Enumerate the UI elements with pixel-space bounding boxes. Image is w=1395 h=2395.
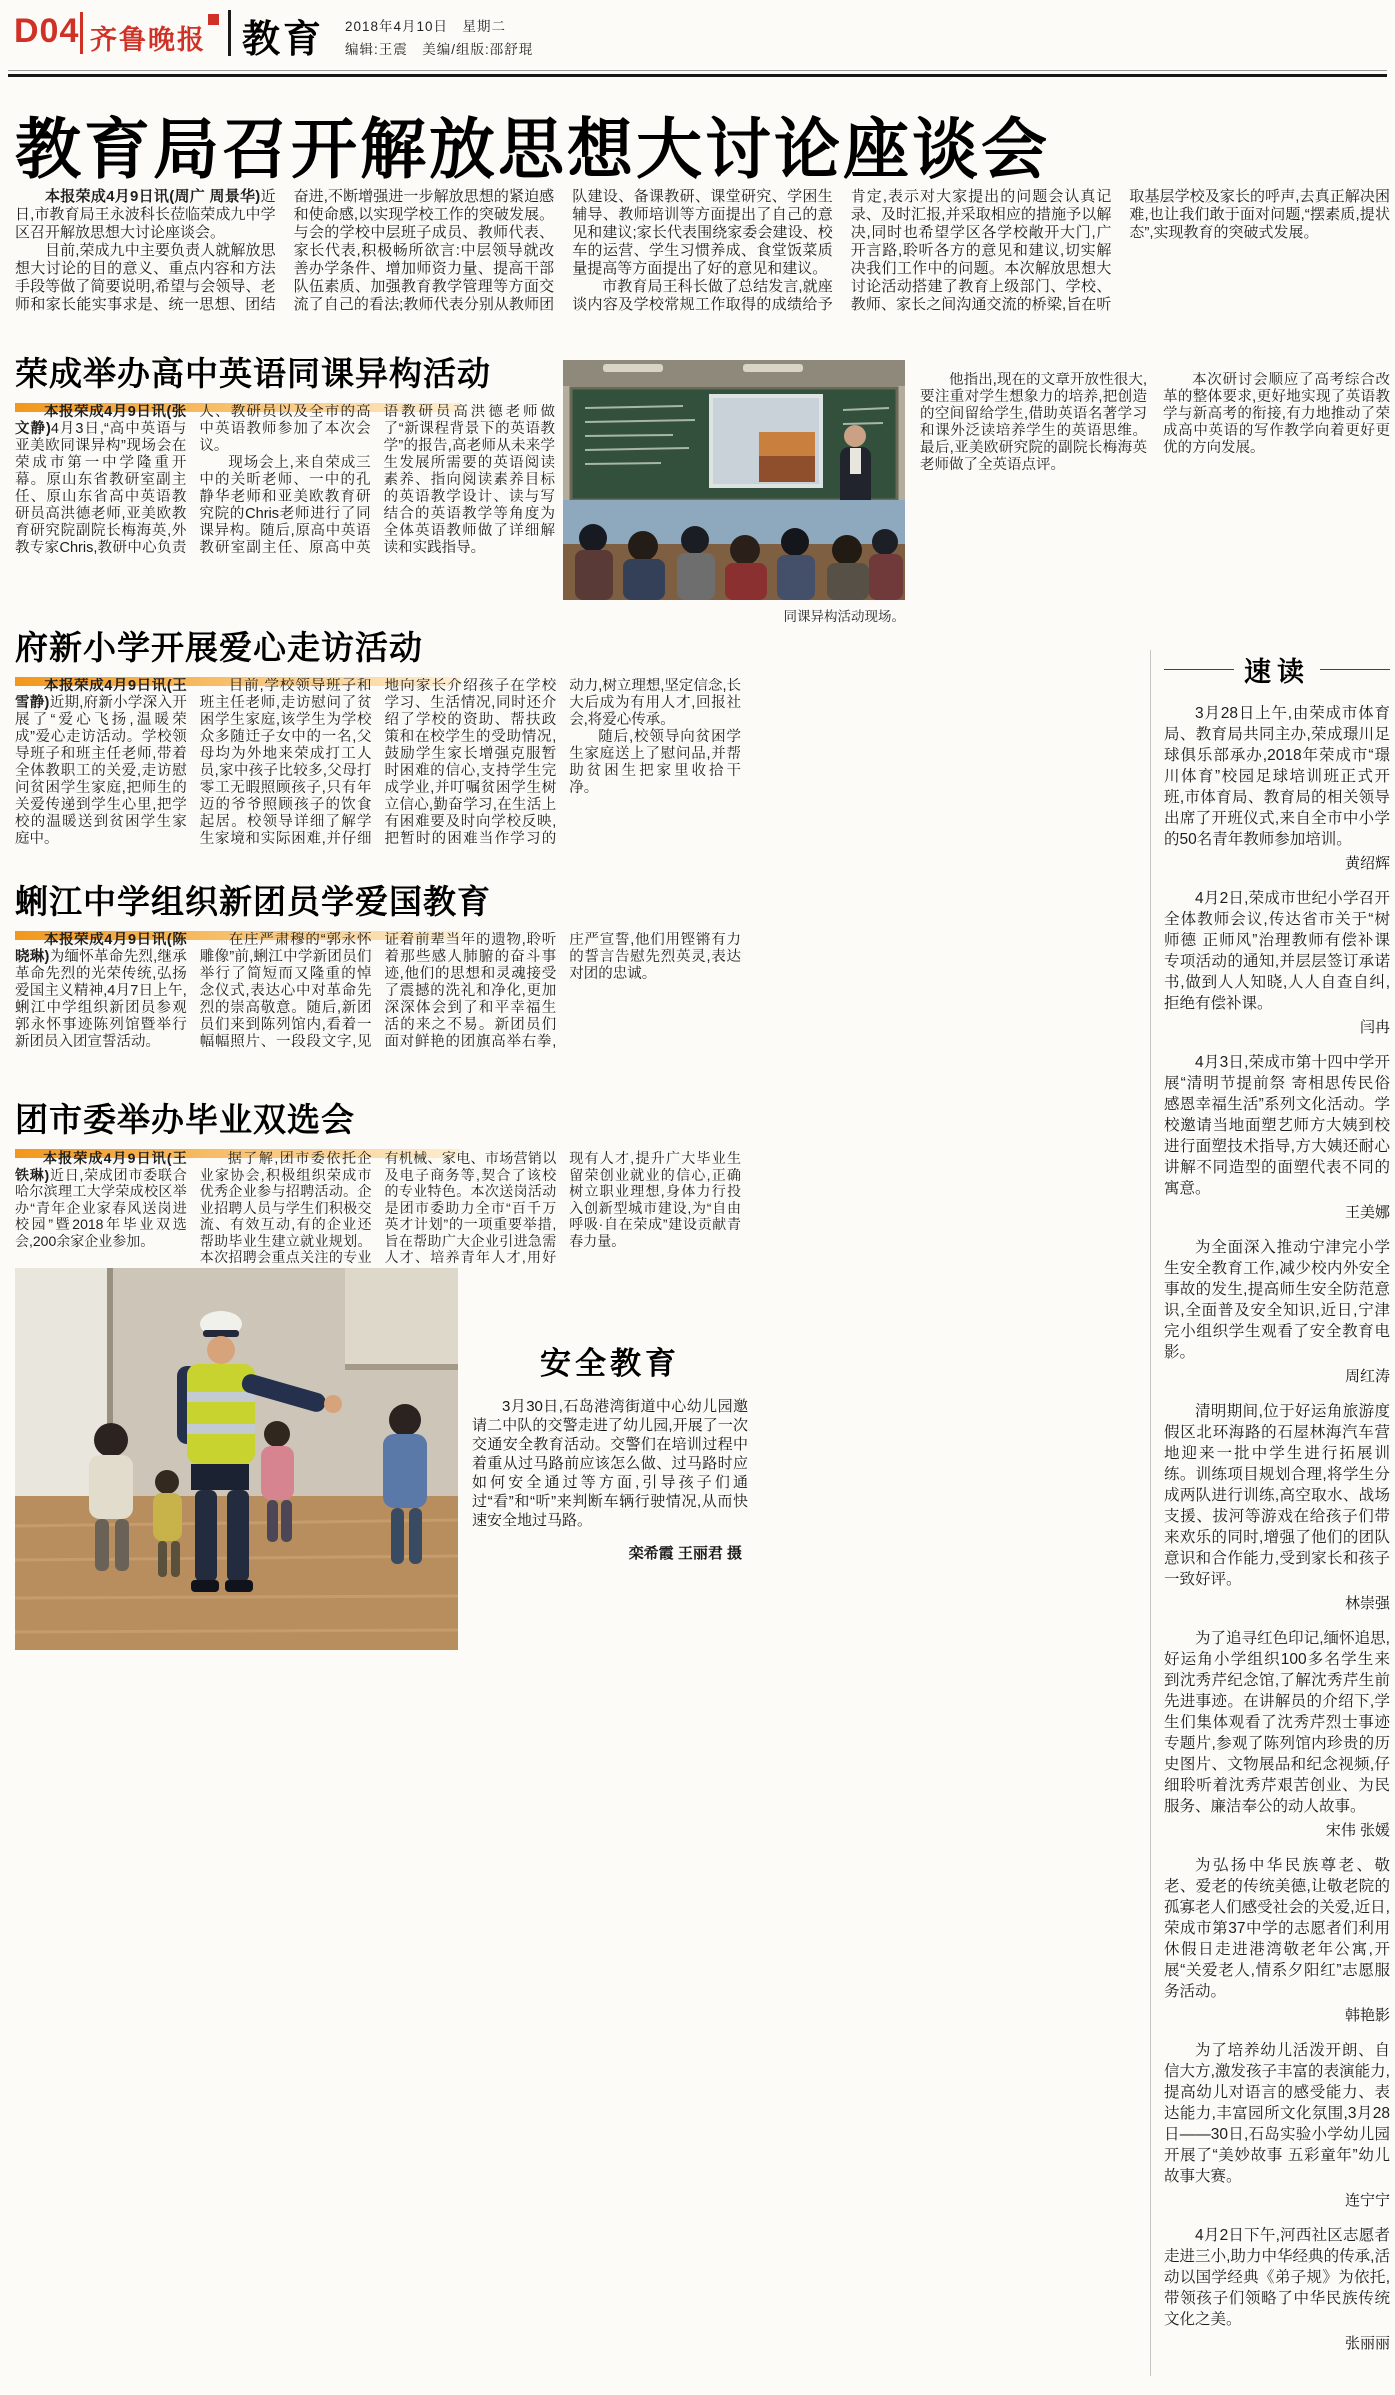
reporter-byline: (陈晓琳) [15,932,187,965]
article-paragraph: 据了解,团市委依托企业家协会,积极组织荣成市优秀企业参与招聘活动。企业招聘人员与学生们积极交流、有效互动,有的企业还帮助毕业生建立就业规划。本次招聘会重点关注的专业有机械、家电、市场营销以及电子商务等,契合了该校的专业特色。本次送岗活动是团市委助力全市“百千万英才计划”的一项重要举措,旨在帮助广大企业引进急需人才、培养青年人才,用好现有人才,提升广大毕业生留荣创业就业的信心,正确树立职业理想,身体力行投入创新型城市建设,为“自由呼吸·自在荣成”建设贡献青春力量。 [199,1150,741,1265]
masthead [90,18,206,57]
section-title-label: 教育 [242,19,325,61]
item-author: 韩艳影 [1344,2007,1390,2024]
traffic-police-photo-block [15,1268,458,1650]
article-paragraph: 在庄严肃穆的“郭永怀雕像”前,蜊江中学新团员们举行了简短而又隆重的悼念仪式,表达心中对革命先烈的崇高敬意。随后,新团员们来到陈列馆内,看着一幅幅照片、一段段文字,见证着前辈当年的遗物,聆听着那些感人肺腑的奋斗事迹,他们的思想和灵魂接受了震撼的洗礼和净化,更加深深体会到了和平幸福生活的来之不易。新团员们面对鲜艳的团旗高举右拳,庄严宣誓,他们用铿锵有力的誓言告慰先烈英灵,表达对团的忠诚。 [199,932,741,1050]
visit-article-headline: 府新小学开展爱心走访活动 [15,622,460,686]
reporter-byline: (王雪静) [15,678,187,711]
sidebar-quick-reads [1164,650,1390,2368]
header-divider [228,10,231,56]
article-paragraph: 本报荣成4月9日讯(王铁琳)近日,荣成团市委联合哈尔滨理工大学荣成校区举办“青年企业家春风送岗进校园”暨2018年毕业双选会,200余家企业参加。 [15,1150,187,1249]
article-paragraph: 他指出,现在的文章开放性很大,要注重对学生想象力的培养,把创造的空间留给学生,借助英语名著学习和课外泛读培养学生的英语思维。最后,亚美欧研究院的副院长梅海英老师做了全英语点评。 [920,372,1147,473]
article-paragraph: 现场会上,来自荣成三中的关昕老师、一中的孔静华老师和亚美欧教育研究院的Chris老师进行了同课异构。随后,原高中英语教研室副主任、原高中英语教研员高洪德老师做了“新课程背景下的英语教学”的报告,高老师从未来学生发展所需要的英语阅读素养、指向阅读素养目标的英语教学设计、读与写结合的英语教学等角度为全体英语教师做了详细解读和实践指导。 [199,404,555,556]
photo-caption: 同课异构活动现场。 [783,609,905,624]
list-item: 清明期间,位于好运角旅游度假区北环海路的石屋林海汽车营地迎来一批中学生进行拓展训练。训练项目规划合理,将学生分成两队进行训练,高空取水、战场支援、拔河等游戏在给孩子们带来欢乐的同时,增强了他们的团队意识和合作能力,受到家长和孩子一致好评。 林崇强 [1164,1403,1390,1612]
photographer-byline: 栾希霞 王丽君 摄 [628,1545,742,1562]
item-author: 周红涛 [1344,1368,1390,1385]
jobfair-article-headline: 团市委举办毕业双选会 [15,1094,460,1158]
jobfair-article-body [15,1150,741,1266]
english-article-body-right [920,372,1390,604]
article-paragraph: 随后,校领导向贫困学生家庭送上了慰问品,并帮助贫困生把家里收拾干净。 [569,729,741,796]
sidebar-divider [1150,650,1151,2376]
item-author: 连宁宁 [1344,2192,1390,2209]
page-number-label: D04 [14,12,80,50]
dateline: 本报荣成4月9日讯 [45,188,170,205]
safety-article [472,1338,748,1563]
safety-article-headline: 安全教育 [540,1346,680,1381]
item-author: 黄绍辉 [1344,855,1390,872]
editor-credits: 编辑:王震 美编/组版:邵舒琨 [345,42,534,57]
edition-date: 2018年4月10日 星期二 [345,19,507,34]
english-article-body-left [15,404,555,602]
article-paragraph: 目前,学校领导班子和班主任老师,走访慰问了贫困学生家庭,该学生为学校众多随迁子女中的一名,父母均为外地来荣成打工人员,家中孩子比较多,父母打零工无暇照顾孩子,只有年迈的爷爷照顾孩子的饮食起居。校领导详细了解学生家境和实际困难,并仔细地向家长介绍孩子在学校学习、生活情况,同时还介绍了学校的资助、帮扶政策和在校学生的受助情况,鼓励学生家长增强克服暂时困难的信心,支持学生完成学业,并叮嘱贫困学生树立信心,勤奋学习,在生活上有困难要及时向学校反映,把暂时的困难当作学习的动力,树立理想,坚定信念,长大后成为有用人才,回报社会,将爱心传承。 [199,678,741,847]
item-author: 张丽丽 [1344,2335,1390,2352]
reporter-byline: (周广 周景华) [169,188,261,205]
traffic-police-photo [15,1268,458,1650]
article-paragraph: 本次研讨会顺应了高考综合改革的整体要求,更好地实现了英语教学与新高考的衔接,有力地推动了荣成高中英语的写作教学向着更好更优的方向发展。 [1163,372,1390,456]
article-paragraph: 目前,荣成九中主要负责人就解放思想大讨论的目的意义、重点内容和方法手段等做了简要说明,希望与会领导、老师和家长能实事求是、统一思想、团结奋进,不断增强进一步解放思想的紧迫感和使命感,以实现学校工作的突破发展。与会的学校中层班子成员、教师代表、家长代表,积极畅所欲言:中层领导就改善办学条件、增加师资力量、提高干部队伍素质、加强教育教学管理等方面交流了自己的看法;教师代表分别从教师团队建设、备课教研、课堂研究、学困生辅导、教师培训等方面提出了自己的意见和建议;家长代表围绕家委会建设、校车的运营、学生习惯养成、食堂饭菜质量提高等方面提出了好的意见和建议。 [15,188,833,313]
masthead-label: 齐鲁晚报 [90,25,206,55]
header-rule-thin [8,70,1387,71]
list-item: 为全面深入推动宁津完小学生安全教育工作,减少校内外安全事故的发生,提高师生安全防范意识,全面普及安全知识,近日,宁津完小组织学生观看了安全教育电影。 周红涛 [1164,1239,1390,1385]
english-article-headline: 荣成举办高中英语同课异构活动 [15,348,491,412]
sidebar-title: 速读 [1244,657,1310,687]
league-article-headline: 蜊江中学组织新团员学爱国教育 [15,876,491,940]
article-paragraph: 本报荣成4月9日讯(王雪静)近期,府新小学深入开展了“爱心飞扬,温暖荣成”爱心走访活动。学校领导班子和班主任老师,带着全体教职工的关爱,走访慰问贫困学生家庭,把师生的关爱传递到学生心里,把学校的温暖送到贫困学生家庭中。 [15,678,187,847]
league-article-body [15,932,741,1088]
classroom-photo [563,360,905,600]
list-item: 4月3日,荣成市第十四中学开展“清明节提前祭 寄相思传民俗 感恩幸福生活”系列文化活动。学校邀请当地面塑艺师方大姨到校进行面塑技术指导,方大姨还耐心讲解不同造型的面塑代表不同的寓意。 王美娜 [1164,1054,1390,1221]
dateline: 本报荣成4月9日讯 [44,678,167,694]
list-item: 为了追寻红色印记,缅怀追思,好运角小学组织100多名学生来到沈秀芹纪念馆,了解沈秀芹生前先进事迹。在讲解员的介绍下,学生们集体观看了沈秀芹烈士事迹专题片,参观了陈列馆内珍贵的历史图片、文物展品和纪念视频,仔细聆听着沈秀芹艰苦创业、为民服务、廉洁奉公的动人故事。 宋伟 张媛 [1164,1630,1390,1839]
lead-article-headline: 教育局召开解放思想大讨论座谈会 [15,112,1050,186]
item-author: 闫冉 [1359,1019,1390,1036]
article-paragraph: 本报荣成4月9日讯(陈晓琳)为缅怀革命先烈,继承革命先烈的光荣传统,弘扬爱国主义精神,4月7日上午,蜊江中学组织新团员参观郭永怀事迹陈列馆暨举行新团员入团宣誓活动。 [15,932,187,1050]
title-rule-left [1164,669,1234,670]
list-item: 为了培养幼儿活泼开朗、自信大方,激发孩子丰富的表演能力,提高幼儿对语言的感受能力、表达能力,丰富园所文化氛围,3月28日——30日,石岛实验小学幼儿园开展了“美妙故事 五彩童年”幼儿故事大赛。 连宁宁 [1164,2042,1390,2209]
reporter-byline: (张文静) [15,404,187,437]
header-rule-thick [8,74,1387,77]
page-number [14,12,79,51]
item-author: 林崇强 [1344,1595,1390,1612]
article-paragraph: 市教育局王科长做了总结发言,就座谈内容及学校常规工作取得的成绩给予肯定,表示对大家提出的问题会认真记录、及时汇报,并采取相应的措施予以解决,同时也希望学区各学校敞开大门,广开言路,聆听各方的意见和建议,切实解决我们工作中的问题。本次解放思想大讨论活动搭建了教育上级部门、学校、教师、家长之间沟通交流的桥梁,旨在听取基层学校及家长的呼声,去真正解决困难,也让我们敢于面对问题,“摆素质,提状态”,实现教育的突破式发展。 [572,188,1390,313]
reporter-byline: (王铁琳) [15,1150,187,1183]
safety-article-body [472,1397,748,1530]
item-author: 宋伟 张媛 [1325,1822,1390,1839]
masthead-divider [80,12,83,54]
classroom-photo-block [563,360,905,625]
dateline: 本报荣成4月9日讯 [44,932,167,948]
lead-article-body [15,188,1390,340]
visit-article-body [15,678,741,866]
article-paragraph: 3月30日,石岛港湾街道中心幼儿园邀请二中队的交警走进了幼儿园,开展了一次交通安全教育活动。交警们在培训过程中着重从过马路前应该怎么做、过马路时应如何安全通过等方面,引导孩子们通过“看”和“听”来判断车辆行驶情况,从而快速安全地过马路。 [472,1398,748,1529]
dateline: 本报荣成4月9日讯 [44,404,167,420]
title-rule-right [1320,669,1390,670]
sidebar-title-box [1164,650,1390,689]
masthead-seal [208,14,219,25]
article-paragraph: 本报荣成4月9日讯(张文静)4月3日,“高中英语与亚美欧同课异构”现场会在荣成市第一中学隆重开幕。原山东省教研室副主任、原山东省高中英语教研员高洪德老师,亚美欧教育研究院副院长梅海英,外教专家Chris,教研中心负责人、教研员以及全市的高中英语教师参加了本次会议。 [15,404,371,556]
list-item: 4月2日下午,河西社区志愿者走进三小,助力中华经典的传承,活动以国学经典《弟子规》为依托,带领孩子们领略了中华民族传统文化之美。 张丽丽 [1164,2227,1390,2352]
dateline: 本报荣成4月9日讯 [43,1150,167,1166]
section-title [242,8,324,63]
article-paragraph: 本报荣成4月9日讯(周广 周景华)近日,市教育局王永波科长莅临荣成九中学区召开解放思想大讨论座谈会。 [15,188,276,241]
item-author: 王美娜 [1344,1204,1390,1221]
list-item: 为弘扬中华民族尊老、敬老、爱老的传统美德,让敬老院的孤寡老人们感受社会的关爱,近日,荣成市第37中学的志愿者们利用休假日走进港湾敬老年公寓,开展“关爱老人,情系夕阳红”志愿服务活动。 韩艳影 [1164,1857,1390,2024]
list-item: 3月28日上午,由荣成市体育局、教育局共同主办,荣成璟川足球俱乐部承办,2018年荣成市“璟川体育”校园足球培训班正式开班,市体育局、教育局的相关领导出席了开班仪式,来自全市中小学的50名青年教师参加培训。 黄绍辉 [1164,705,1390,872]
list-item: 4月2日,荣成市世纪小学召开全体教师会议,传达省市关于“树师德 正师风”治理教师有偿补课专项活动的通知,并层层签订承诺书,做到人人知晓,人人自查自纠,拒绝有偿补课。 闫冉 [1164,890,1390,1036]
